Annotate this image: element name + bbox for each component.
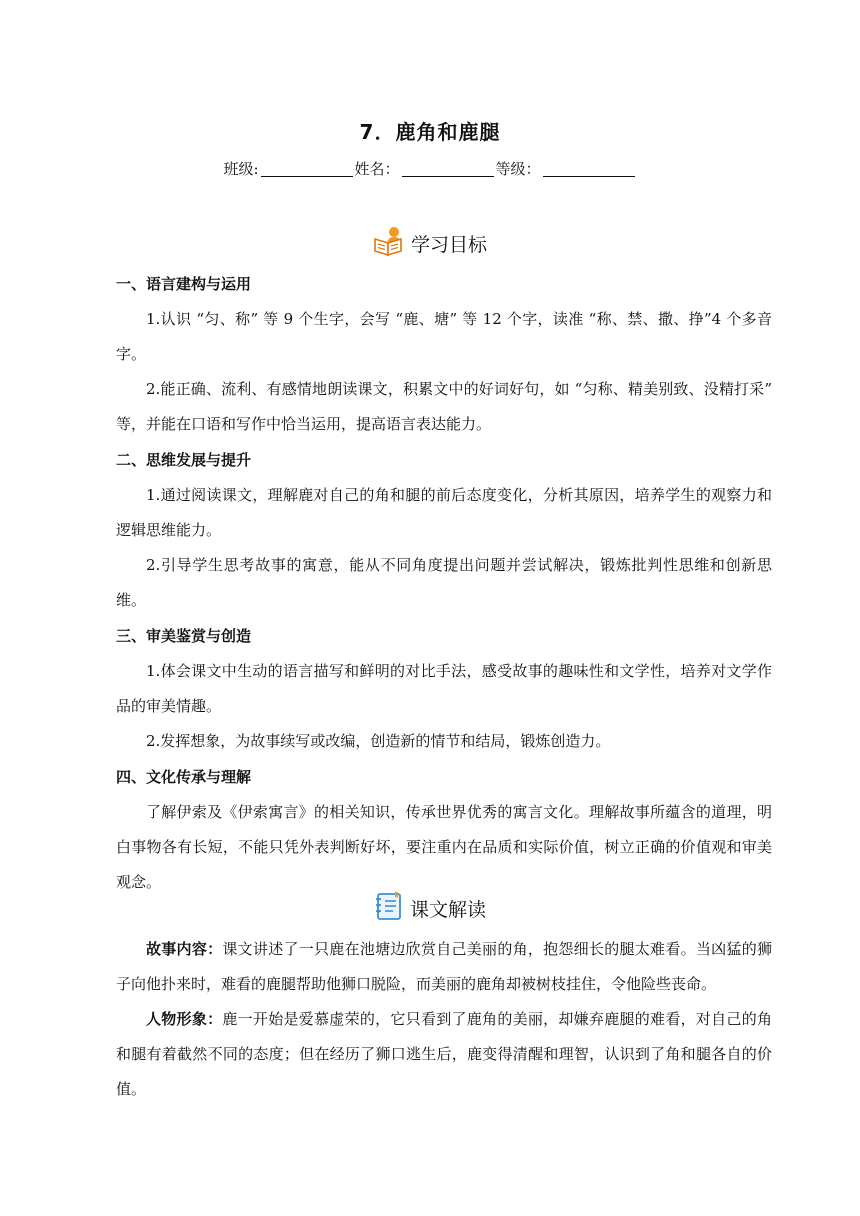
student-info-line: [0, 158, 860, 179]
reading-heading: [0, 891, 860, 925]
objectives-heading: [0, 226, 860, 260]
paragraph: 2.能正确、流利、有感情地朗读课文，积累文中的好词好句，如 “匀称、精美别致、没精打采” 等，并能在口语和写作中恰当运用，提高语言表达能力。: [116, 380, 772, 433]
notebook-icon: [374, 891, 404, 925]
reading-heading-label: 课文解读: [409, 898, 486, 921]
objectives-content: [116, 266, 772, 900]
reading-item-story: [116, 932, 772, 1002]
reading-content: [116, 932, 772, 1107]
term-text: 鹿一开始是爱慕虚荣的，它只看到了鹿角的美丽，却嫌弃鹿腿的难看，对自己的角和腿有着截然不同的态度；但在经历了狮口逃生后，鹿变得清醒和理智，认识到了角和腿各自的价值。: [116, 1010, 772, 1098]
paragraph: 了解伊索及《伊索寓言》的相关知识，传承世界优秀的寓言文化。理解故事所蕴含的道理，明白事物各有长短，不能只凭外表判断好坏，要注重内在品质和实际价值，树立正确的价值观和审美观念。: [116, 803, 772, 891]
term-label: 故事内容：: [146, 940, 223, 958]
paragraph: 1.体会课文中生动的语言描写和鲜明的对比手法，感受故事的趣味性和文学性，培养对文学作品的审美情趣。: [116, 662, 772, 715]
term-text: 课文讲述了一只鹿在池塘边欣赏自己美丽的角，抱怨细长的腿太难看。当凶猛的狮子向他扑来时，难看的鹿腿帮助他狮口脱险，而美丽的鹿角却被树枝挂住，令他险些丧命。: [116, 940, 772, 993]
paragraph: 1.通过阅读课文，理解鹿对自己的角和腿的前后态度变化，分析其原因，培养学生的观察力和逻辑思维能力。: [116, 486, 772, 539]
section-title-aesthetics: 三、审美鉴赏与创造: [116, 627, 252, 645]
paragraph: 2.发挥想象，为故事续写或改编，创造新的情节和结局，锻炼创造力。: [146, 732, 611, 750]
paragraph: 2.引导学生思考故事的寓意，能从不同角度提出问题并尝试解决，锻炼批判性思维和创新思维。: [116, 556, 772, 609]
section-title-thinking: 二、思维发展与提升: [116, 451, 252, 469]
name-label: 姓名：: [354, 160, 400, 178]
name-blank[interactable]: [402, 160, 494, 177]
page-title: 7．鹿角和鹿腿: [359, 120, 501, 144]
grade-label: 等级：: [495, 160, 541, 178]
section-title-language: 一、语言建构与运用: [116, 275, 252, 293]
reading-person-icon: [373, 226, 405, 260]
class-blank[interactable]: [261, 160, 353, 177]
grade-blank[interactable]: [543, 160, 635, 177]
class-label: 班级:: [223, 160, 259, 178]
reading-item-character: [116, 1002, 772, 1107]
term-label: 人物形象：: [146, 1010, 223, 1028]
paragraph: 1.认识 “匀、称” 等 9 个生字，会写 “鹿、塘” 等 12 个字，读准 “称、禁、撒、挣”4 个多音字。: [116, 310, 772, 363]
section-title-culture: 四、文化传承与理解: [116, 768, 252, 786]
objectives-heading-label: 学习目标: [410, 233, 487, 256]
